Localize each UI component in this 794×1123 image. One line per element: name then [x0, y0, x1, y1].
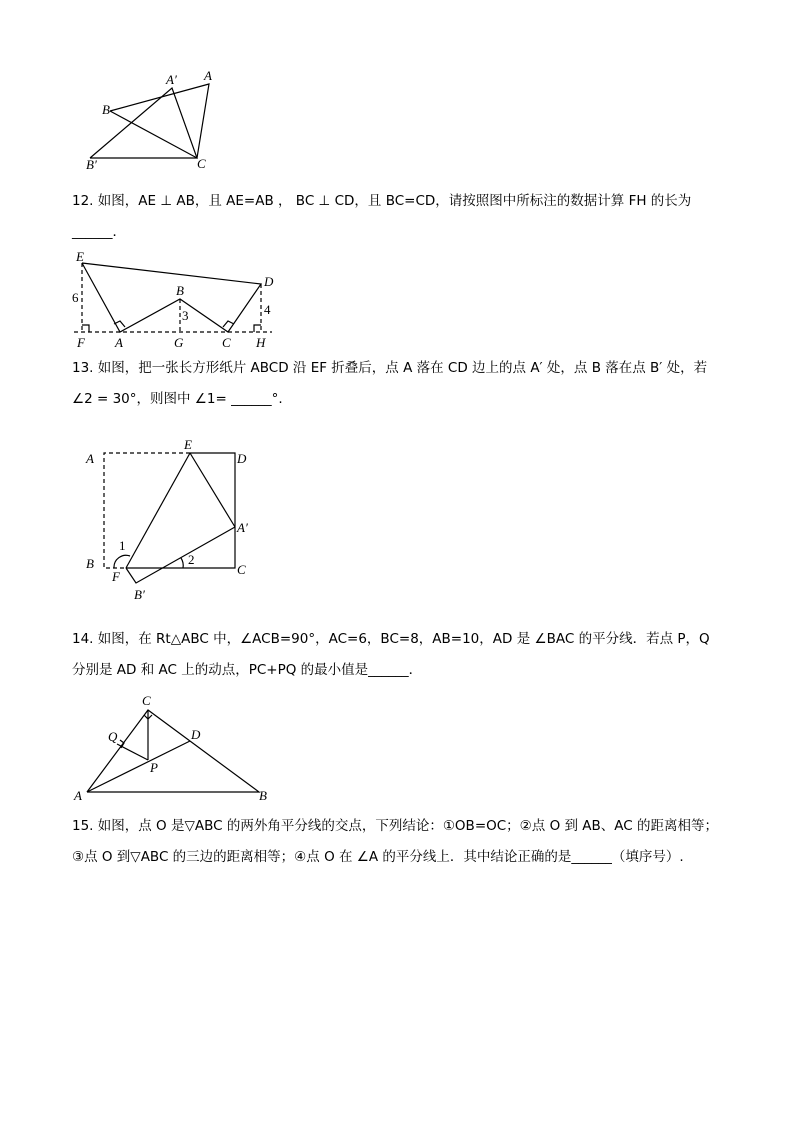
question-14-text: 14. 如图，在 Rt△ABC 中，∠ACB=90°，AC=6，BC=8，AB=10，AD 是 ∠BAC 的平分线．若点 P，Q 分别是 AD 和 AC 上的动点，PC+PQ 的最小值是______． — [72, 631, 710, 678]
q11-label-B1: B′ — [86, 157, 97, 172]
q11-triangle-ABC — [110, 84, 209, 158]
q14-label-C: C — [142, 693, 151, 708]
q12-right-angle-H — [254, 325, 261, 332]
question-15-text: 15. 如图，点 O 是▽ABC 的两外角平分线的交点，下列结论：①OB=OC；②点 O 到 AB、AC 的距离相等；③点 O 到▽ABC 的三边的距离相等；④点 O 在 ∠A 的平分线上．其中结论正确的是______（填序号）. — [72, 818, 718, 865]
q12-label-4: 4 — [264, 302, 271, 317]
q14-label-D: D — [191, 727, 201, 742]
q11-label-C: C — [197, 156, 206, 171]
q12-label-6: 6 — [72, 290, 79, 305]
question-15 — [72, 811, 724, 873]
q12-label-3: 3 — [182, 308, 189, 323]
q12-label-G: G — [174, 335, 184, 350]
q13-label-E: E — [184, 437, 192, 452]
q12-label-F: F — [77, 335, 85, 350]
question-13-text: 13. 如图，把一张长方形纸片 ABCD 沿 EF 折叠后，点 A 落在 CD 边上的点 A′ 处，点 B 落在点 B′ 处，若 ∠2 = 30°，则图中 ∠1= ______°. — [72, 360, 708, 407]
q13-angle-2-arc — [181, 558, 183, 568]
q12-right-angle-F — [82, 325, 89, 332]
question-14 — [72, 624, 724, 686]
question-12-text: 12. 如图，AE ⊥ AB，且 AE=AB ， BC ⊥ CD，且 BC=CD，请按照图中所标注的数据计算 FH 的长为______． — [72, 193, 692, 240]
q13-figure — [80, 432, 270, 604]
q14-label-B: B — [259, 788, 267, 803]
q14-label-P: P — [150, 760, 158, 775]
q11-figure — [80, 68, 230, 178]
q12-figure — [70, 248, 280, 348]
q13-label-A: A — [86, 451, 94, 466]
q13-folded-away-part — [104, 453, 190, 568]
q13-label-2: 2 — [188, 552, 195, 567]
q11-label-B: B — [102, 102, 110, 117]
q14-bisector-AD — [87, 741, 190, 792]
q12-label-H: H — [256, 335, 266, 350]
q13-label-C: C — [237, 562, 246, 577]
q13-label-A1: A′ — [237, 520, 248, 535]
q14-label-Q: Q — [108, 729, 118, 744]
q12-label-D: D — [264, 274, 274, 289]
q13-edge-A1B1F — [126, 527, 235, 583]
q13-label-1: 1 — [119, 538, 126, 553]
q12-polyline-EABCD — [82, 263, 261, 332]
q13-edge-EA1 — [190, 453, 235, 527]
q14-label-A: A — [74, 788, 82, 803]
q13-label-F: F — [112, 569, 120, 584]
q13-label-B1: B′ — [134, 587, 145, 602]
q13-fold-line-EF — [126, 453, 190, 568]
q12-label-C: C — [222, 335, 231, 350]
q12-label-B: B — [176, 283, 184, 298]
question-13 — [72, 353, 724, 415]
q12-label-E: E — [76, 249, 84, 264]
q13-label-B: B — [86, 556, 94, 571]
q11-label-A1: A′ — [166, 72, 177, 87]
q11-triangle-A1B1C — [90, 88, 197, 158]
q13-label-D: D — [237, 451, 247, 466]
q14-figure — [70, 690, 280, 805]
q11-label-A: A — [204, 68, 212, 83]
question-12 — [72, 186, 724, 248]
q12-label-A: A — [115, 335, 123, 350]
